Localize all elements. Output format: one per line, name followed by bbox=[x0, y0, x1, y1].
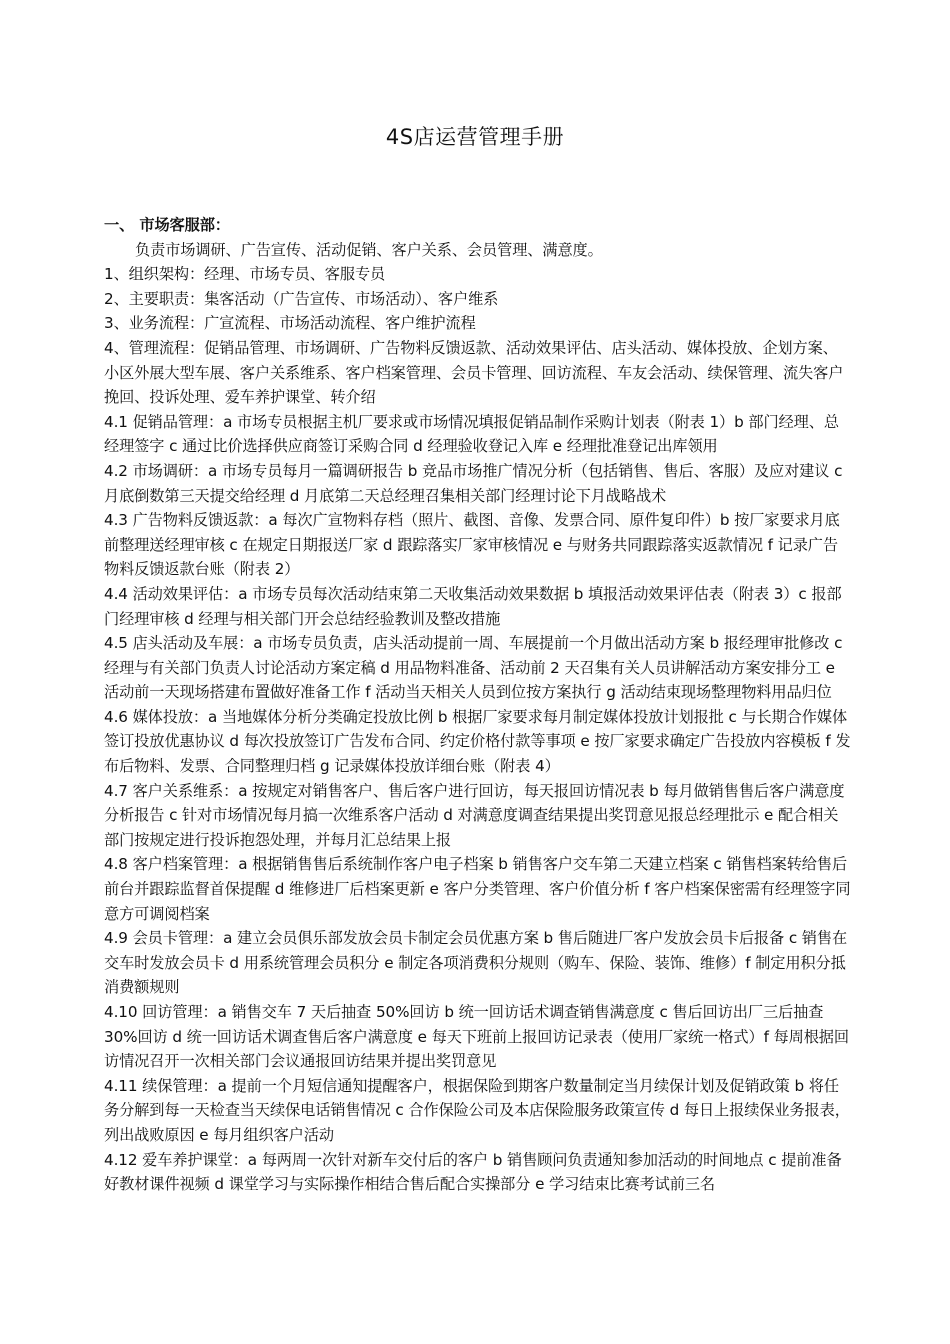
section-heading: 一、 市场客服部： bbox=[104, 216, 230, 234]
paragraph-4-6-media-placement: 4.6 媒体投放：a 当地媒体分析分类确定投放比例 b 根据厂家要求每月制定媒体投放计划报批 c 与长期合作媒体签订投放优惠协议 d 每次投放签订广告发布合同、约定价格付款等事项 e 按厂家要求确定广告投放内容模板 f 发布后物料、发票、合同整理归档 g 记录媒体投放详细台账（附表 4） bbox=[104, 707, 851, 776]
paragraph-4-4-activity-evaluation: 4.4 活动效果评估：a 市场专员每次活动结束第二天收集活动效果数据 b 填报活动效果评估表（附表 3）c 报部门经理审核 d 经理与相关部门开会总结经验教训及整改措施 bbox=[104, 584, 842, 628]
paragraph-4-2-market-research: 4.2 市场调研：a 市场专员每月一篇调研报告 b 竞品市场推广情况分析（包括销售、售后、客服）及应对建议 c 月底倒数第三天提交给经理 d 月底第二天总经理召集相关部门经理讨论下月战略战术 bbox=[104, 461, 843, 505]
section-intro: 负责市场调研、广告宣传、活动促销、客户关系、会员管理、满意度。 bbox=[135, 240, 603, 259]
paragraph-4-10-return-visit: 4.10 回访管理：a 销售交车 7 天后抽查 50%回访 b 统一回访话术调查销售满意度 c 售后回访出厂三后抽查 30%回访 d 统一回访话术调查售后客户满意度 e 每天下班前上报回访记录表（使用厂家统一格式）f 每周根据回访情况召开一次相关部门会议通报回访结果并提出奖罚意见 bbox=[104, 1003, 849, 1071]
paragraph-4-9-membership-card: 4.9 会员卡管理：a 建立会员俱乐部发放会员卡制定会员优惠方案 b 售后随进厂客户发放会员卡后报备 c 销售在交车时发放会员卡 d 用系统管理会员积分 e 制定各项消费积分规则（购车、保险、装饰、维修）f 制定用积分抵消费额规则 bbox=[104, 929, 848, 997]
paragraph-org-structure: 1、组织架构：经理、市场专员、客服专员 bbox=[104, 265, 386, 284]
paragraph-4-5-store-activity: 4.5 店头活动及车展：a 市场专员负责，店头活动提前一周、车展提前一个月做出活动方案 b 报经理审批修改 c 经理与有关部门负责人讨论活动方案定稿 d 用品物料准备、活动前 2 天召集有关人员讲解活动方案安排分工 e 活动前一天现场搭建布置做好准备工作 f 活动当天相关人员到位按方案执行 g 活动结束现场整理物料用品归位 bbox=[104, 634, 843, 702]
paragraph-4-11-insurance-renewal: 4.11 续保管理：a 提前一个月短信通知提醒客户，根据保险到期客户数量制定当月续保计划及促销政策 b 将任务分解到每一天检查当天续保电话销售情况 c 合作保险公司及本店保险服务政策宣传 d 每日上报续保业务报表，列出战败原因 e 每月组织客户活动 bbox=[104, 1076, 850, 1144]
paragraph-main-duties: 2、主要职责：集客活动（广告宣传、市场活动）、客户维系 bbox=[104, 289, 499, 308]
paragraph-4-8-customer-files: 4.8 客户档案管理：a 根据销售售后系统制作客户电子档案 b 销售客户交车第二天建立档案 c 销售档案转给售后前台并跟踪监督首保提醒 d 维修进厂后档案更新 e 客户分类管理、客户价值分析 f 客户档案保密需有经理签字同意方可调阅档案 bbox=[104, 855, 851, 923]
document-title: 4S店运营管理手册 bbox=[385, 125, 565, 149]
paragraph-business-process: 3、业务流程：广宣流程、市场活动流程、客户维护流程 bbox=[104, 314, 476, 333]
paragraph-4-12-car-care-class: 4.12 爱车养护课堂：a 每两周一次针对新车交付后的客户 b 销售顾问负责通知参加活动的时间地点 c 提前准备好教材课件视频 d 课堂学习与实际操作相结合售后配合实操部分 e 学习结束比赛考试前三名 bbox=[104, 1150, 842, 1194]
paragraph-4-3-ad-material-rebate: 4.3 广告物料反馈返款：a 每次广宣物料存档（照片、截图、音像、发票合同、原件复印件）b 按厂家要求月底前整理送经理审核 c 在规定日期报送厂家 d 跟踪落实厂家审核情况 e 与财务共同跟踪落实返款情况 f 记录广告物料反馈返款台账（附表 2） bbox=[104, 511, 840, 579]
paragraph-4-1-promo-items: 4.1 促销品管理：a 市场专员根据主机厂要求或市场情况填报促销品制作采购计划表（附表 1）b 部门经理、总经理签字 c 通过比价选择供应商签订采购合同 d 经理验收登记入库 e 经理批准登记出库领用 bbox=[104, 412, 839, 456]
paragraph-4-7-customer-relations: 4.7 客户关系维系：a 按规定对销售客户、售后客户进行回访，每天报回访情况表 b 每月做销售售后客户满意度分析报告 c 针对市场情况每月搞一次维系客户活动 d 对满意度调查结果提出奖罚意见报总经理批示 e 配合相关部门按规定进行投诉抱怨处理，并每月汇总结果上报 bbox=[104, 781, 845, 849]
document-body bbox=[104, 213, 852, 1197]
paragraph-management-process: 4、管理流程：促销品管理、市场调研、广告物料反馈返款、活动效果评估、店头活动、媒体投放、企划方案、小区外展大型车展、客户关系维系、客户档案管理、会员卡管理、回访流程、车友会活动、续保管理、流失客户挽回、投诉处理、爱车养护课堂、转介绍 bbox=[104, 338, 844, 407]
